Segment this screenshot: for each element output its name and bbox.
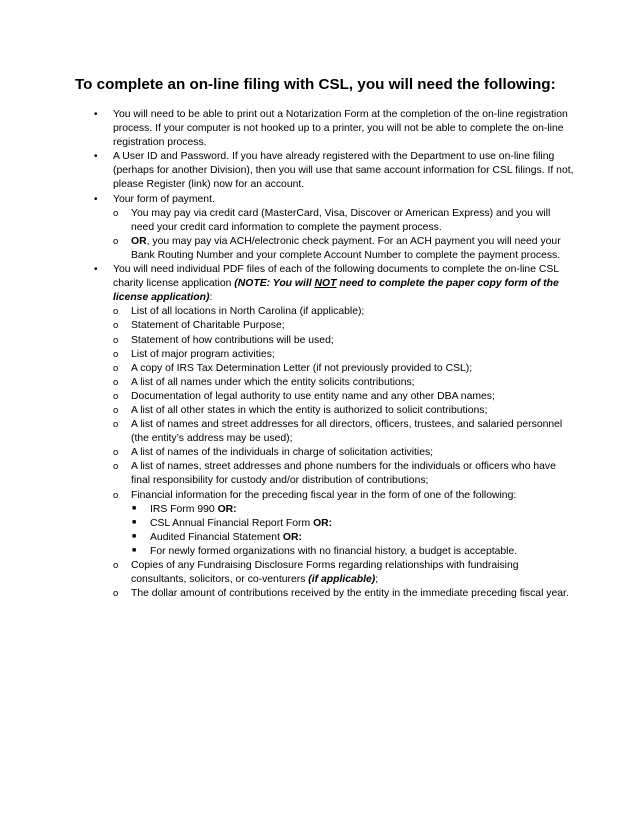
- bullet-marker: •: [94, 193, 98, 205]
- item-tail: :: [209, 292, 213, 304]
- sub-list-item: [94, 376, 574, 390]
- item-text: For newly formed organizations with no financial history, a budget is acceptable.: [150, 545, 518, 557]
- sub-bullet-marker: o: [113, 334, 119, 346]
- item-text: , you may pay via ACH/electronic check payment. For an ACH payment you will need your Bank Routing Number and your complete Account Number to complete the payment process.: [131, 235, 561, 261]
- list-item: [94, 263, 574, 305]
- list-item: [94, 193, 574, 207]
- sub-list-item: [94, 362, 574, 376]
- item-text: Documentation of legal authority to use entity name and any other DBA names;: [131, 390, 495, 402]
- sub-bullet-marker: o: [113, 489, 119, 501]
- page-title: To complete an on-line filing with CSL, you will need the following:: [75, 76, 556, 93]
- sub-list-item: [94, 489, 574, 503]
- sub-list-item: [94, 207, 574, 235]
- note-start: (NOTE: You will: [234, 278, 315, 290]
- sub-bullet-marker: o: [113, 362, 119, 374]
- item-text: Audited Financial Statement: [150, 531, 283, 543]
- sub-sub-list-item: [94, 503, 574, 517]
- sub-list-item: [94, 559, 574, 587]
- item-text: A list of names, street addresses and phone numbers for the individuals or officers who have final responsibility for custody and/or distribution of contributions;: [131, 461, 556, 487]
- item-text: A list of names and street addresses for all directors, officers, trustees, and salaried personnel (the entity’s address may be used);: [131, 419, 563, 445]
- sub-bullet-marker: o: [113, 588, 119, 600]
- bullet-marker: •: [94, 109, 98, 120]
- square-bullet-marker: ■: [132, 504, 137, 512]
- or-emphasis: OR: [131, 235, 147, 247]
- item-text: You may pay via credit card (MasterCard, Visa, Discover or American Express) and you will need your credit card information to complete the payment process.: [131, 207, 551, 233]
- note-not-emphasis: NOT: [314, 278, 337, 290]
- sub-bullet-marker: o: [113, 404, 119, 416]
- note-end: need to complete the paper copy form of the license application): [113, 278, 559, 304]
- sub-bullet-marker: o: [113, 376, 119, 388]
- or-emphasis: OR:: [217, 503, 237, 515]
- item-text: Financial information for the preceding fiscal year in the form of one of the following:: [131, 489, 517, 501]
- item-text: CSL Annual Financial Report Form: [150, 517, 314, 529]
- sub-list-item: [94, 446, 574, 460]
- sub-sub-list-item: [94, 517, 574, 531]
- sub-bullet-marker: o: [113, 461, 119, 473]
- sub-list-item: [94, 418, 574, 446]
- sub-sub-list-item: [94, 531, 574, 545]
- or-emphasis: OR:: [313, 517, 333, 529]
- sub-bullet-marker: o: [113, 235, 119, 247]
- item-text: Statement of Charitable Purpose;: [131, 320, 285, 332]
- item-text: The dollar amount of contributions received by the entity in the immediate preceding fiscal year.: [131, 588, 569, 600]
- item-text: You will need individual PDF files of each of the following documents to complete the on-line CSL charity license application: [113, 264, 559, 290]
- or-emphasis: OR:: [282, 531, 302, 543]
- sub-list-item: [94, 235, 574, 263]
- bullet-marker: •: [94, 151, 98, 163]
- sub-list-item: [94, 390, 574, 404]
- requirements-list: [94, 108, 574, 601]
- sub-bullet-marker: o: [113, 320, 119, 332]
- sub-list-item: [94, 348, 574, 362]
- square-bullet-marker: ■: [132, 518, 137, 526]
- item-text: Your form of payment.: [113, 193, 215, 205]
- sub-list-item: [94, 587, 574, 601]
- sub-bullet-marker: o: [113, 207, 119, 219]
- item-text: IRS Form 990: [150, 503, 218, 515]
- item-text: A list of all other states in which the entity is authorized to solicit contributions;: [131, 404, 488, 416]
- sub-list-item: [94, 334, 574, 348]
- sub-bullet-marker: o: [113, 419, 119, 431]
- item-text: A User ID and Password. If you have already registered with the Department to use on-line filing (perhaps for another Division), then you will use that same account information for CSL filings. If not, please Register (link) now for an account.: [113, 151, 574, 191]
- sub-bullet-marker: o: [113, 390, 119, 402]
- item-text: List of all locations in North Carolina (if applicable);: [131, 306, 365, 318]
- sub-list-item: [94, 404, 574, 418]
- item-tail: ;: [375, 574, 379, 586]
- item-text: List of major program activities;: [131, 348, 275, 360]
- sub-bullet-marker: o: [113, 306, 119, 318]
- square-bullet-marker: ■: [132, 532, 137, 540]
- item-text: Statement of how contributions will be used;: [131, 334, 334, 346]
- item-text: A list of names of the individuals in charge of solicitation activities;: [131, 447, 434, 459]
- item-text: You will need to be able to print out a Notarization Form at the completion of the on-line registration process. If your computer is not hooked up to a printer, you will not be able to complete the on-line registration process.: [113, 109, 568, 149]
- item-text: A list of all names under which the entity solicits contributions;: [131, 376, 415, 388]
- bullet-marker: •: [94, 264, 98, 276]
- if-applicable-emphasis: (if applicable): [308, 574, 376, 586]
- sub-bullet-marker: o: [113, 447, 119, 459]
- sub-list-item: [94, 319, 574, 333]
- list-item: [94, 108, 574, 150]
- sub-bullet-marker: o: [113, 560, 119, 571]
- item-text: A copy of IRS Tax Determination Letter (if not previously provided to CSL);: [131, 362, 473, 374]
- square-bullet-marker: ■: [132, 546, 137, 554]
- sub-bullet-marker: o: [113, 348, 119, 360]
- item-text: Copies of any Fundraising Disclosure Forms regarding relationships with fundraising consultants, solicitors, or co-venturers: [131, 560, 519, 586]
- list-item: [94, 150, 574, 192]
- sub-list-item: [94, 305, 574, 319]
- sub-list-item: [94, 460, 574, 488]
- sub-sub-list-item: [94, 545, 574, 559]
